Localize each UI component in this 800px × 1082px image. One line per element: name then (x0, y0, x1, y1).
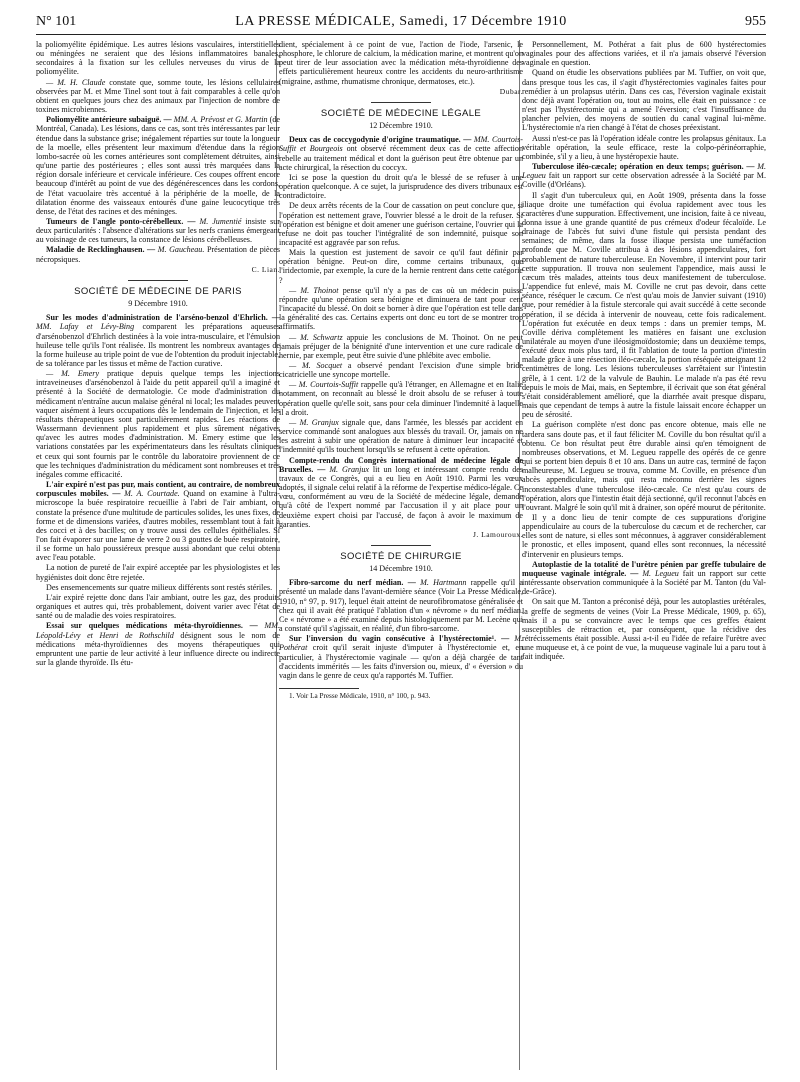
author: M. Jumentié (195, 216, 242, 226)
author: — M. Thoinot (289, 285, 339, 295)
author: M. Gaucheau. (155, 245, 205, 255)
paragraph: — M. Socquet a observé pendant l'excision d'une simple bride cicatricielle une syncope mortelle. (279, 361, 523, 380)
paragraph: Fibro-sarcome du nerf médian. — M. Hartmann rappelle qu'il a présenté un malade dans l'avant-dernière séance (Voir La Presse Médicale, 1910, n° 97, p. 917), lequel était atteint de neurofibromatose généralisée et chez qui il avait été pratiqué l'ablation d'un « névrome » du nerf médian. Ce « névrome » a été examiné depuis histologiquement par M. Lecène qui a constaté qu'il s'agissait, en réalité, d'un fibro-sarcome. (279, 578, 523, 634)
paragraph: Poliomyélite antérieure subaiguë. — MM. A. Prévost et G. Martin (de Montréal, Canada). Les lésions, dans ce cas, sont très intéressantes par leur étendue dans la substance grise; inégalement réparties sur toute la longueur de la moelle, elles présentent leur maximum d'étendue dans la région lombo-sacrée où les cornes antérieures sont complètement détruites, ainsi qu'une partie des postérieures ; elles sont aussi très marquées dans la région dorsale inférieure et cervicale inférieure. Ces coupes offrent encore beaucoup d'intérêt au point de vue des dégénérescences dans les cordons, de l'état vacuolaire très accentué à la périphérie de la moelle, de la dilatation énorme des vaisseaux entourés d'une gaine leucocytique très dense, de l'état des racines et des méninges. (36, 115, 280, 216)
section-heading: SOCIÉTÉ DE CHIRURGIE (340, 550, 462, 562)
author: MM. Lafay et Lévy-Bing (36, 322, 135, 332)
article-title: Essai sur quelques médications méta-thyroïdiennes. — (46, 621, 258, 631)
article-title: Sur l'inversion du vagin consécutive à l'hystérectomie¹. — (289, 634, 510, 644)
paragraph: Tuberculose iléo-cæcale; opération en deux temps; guérison. — M. Legueu fait un rapport sur cette observation adressée à la Société par M. Coville (d'Orléans). (522, 162, 766, 190)
paragraph: la poliomyélite épidémique. Les autres lésions vasculaires, interstitielles ou méningées ne seraient que des lésions inflammatoires banales, secondaires à la fixation sur les cellules nerveuses du virus de la poliomyélite. (36, 40, 280, 77)
separator (371, 545, 431, 546)
paragraph: Des ensemencements sur quatre milieux différents sont restés stériles. (46, 582, 273, 592)
article-title: Compte-rendu du Congrès international de médecine légale de Bruxelles. — (279, 455, 523, 474)
article-title: Sur les modes d'administration de l'arséno-benzol d'Ehrlich. — (46, 313, 280, 323)
author: M. A. Courtade. (120, 489, 180, 499)
page-number: 955 (745, 14, 766, 29)
paragraph: — M. Schwartz appuie les conclusions de M. Thoinot. On ne peut jamais préjuger de la bénignité d'une intervention et une cure radicale de hernie, par exemple, peut être suivie d'une phlébite avec embolie. (279, 332, 523, 360)
paragraph: L'air expiré n'est pas pur, mais contient, au contraire, de nombreux corpuscules mobiles. — M. A. Courtade. Quand on examine à l'ultra-microscope la buée respiratoire recueillie à l'abri de l'air ambiant, on constate la présence d'une multitude de particules solides, les unes fixes, de forme et de dimensions variées, d'autres mobiles, ressemblant tout à fait à des cocci et à des bacilles; on y trouve aussi des cellules épithéliales. Si l'on fait évaporer sur une lame de verre 2 ou 3 gouttes de buée respiratoire, il se forme un halo poussiéreux presque aussi abondant que celui obtenu avec l'eau potable. (36, 480, 280, 563)
author: — M. Socquet (289, 361, 343, 370)
author: M. Legueu (522, 162, 766, 181)
section-date: 14 Décembre 1910. (369, 564, 433, 574)
author: MM. Léopold-Lévy et Henri de Rothschild (36, 621, 280, 640)
article-title: Fibro-sarcome du nerf médian. — (289, 578, 416, 588)
paragraph: — M. Granjux signale que, dans l'armée, les blessés par accident en service commandé sont analogues aux blessés du travail. Or, jamais on ne les astreint à subir une opération de nature à diminuer leur incapacité et l'indemnité qu'ils touchent lorsqu'ils se refusent à cette opération. (279, 417, 523, 455)
author: M. Pothérat (279, 634, 523, 653)
paragraph: L'air expiré rejette donc dans l'air ambiant, outre les gaz, des produits organiques et autres qui, très probablement, doivent varier avec l'état de santé ou de maladie des voies respiratoires. (36, 592, 280, 621)
section-heading: SOCIÉTÉ DE MÉDECINE DE PARIS (74, 285, 242, 297)
paragraph: Il s'agit d'un tuberculeux qui, en Août 1909, présenta dans la fosse iliaque droite une tuméfaction qui évolua rapidement avec tous les caractères d'une suppuration. Effectivement, une incision, faite à ce niveau, donna issue à une grande quantité de pus crémeux d'odeur fécaloïde. Le drainage de l'abcès fut suivi d'une fistule qui persista pendant des semaines; de même, dans la fosse iliaque persista une tuméfaction profonde que M. Coville attribua à des lésions appendiculaires, fort probablement de nature tuberculeuse. En Novembre, il intervint pour tarir cette suppuration. Il trouva non seulement l'appendice, mais aussi le cæcum très malades, atteints tous deux manifestement de tuberculose. L'appendice fut enlevé, mais M. Coville ne crut pas devoir, dans cette séance, réséquer le cæcum. Ce n'est qu'au mois de Janvier suivant (1910) que, pour remédier à la fistule stercorale qui avait succédé à cette seconde opération, il se décida à intervenir de nouveau, cette fois radicalement. L'opération fut exécutée en deux temps : dans un premier temps, M. Coville dériva complètement les matières en faisant une exclusion unilatérale au moyen d'une iléosigmoïdostomie; dans un deuxième temps, exécuté deux mois plus tard, il fit l'ablation de toute la portion d'intestin malade grâce à une résection iléo-cæcale, la portion réséquée atteignant 12 centimètres de long. Les lésions tuberculeuses s'arrêtaient sur l'intestin grêle, à 1 cent. 1/2 de la valvule de Bauhin. Le malade n'a pas été revu depuis le mois de Mai, mais, en Septembre, il écrivait que son état général s'était considérablement amélioré, que la diarrhée avait presque disparu, mais que cependant de temps à autre la fistule laissait encore échapper un peu de sérosité. (522, 190, 766, 420)
paragraph: La notion de pureté de l'air expiré acceptée par les physiologistes et les hygiénistes doit donc être rejetée. (36, 563, 280, 582)
signature: C. Lian. (251, 264, 280, 274)
paragraph: Mais la question est justement de savoir ce qu'il faut définir par opération bénigne. Peut-on dire, comme certains tribunaux, que l'iridectomie, par exemple, la cure de la hernie rentrent dans cette catégorie ? (279, 248, 523, 285)
paragraph: Compte-rendu du Congrès international de médecine légale de Bruxelles. — M. Granjux lit un long et intéressant compte rendu des travaux de ce Congrès, qui a eu lieu en Août 1910. Parmi les vœux adoptés, il signale celui relatif à la réforme de l'expertise médico-légale. Ce vœu, conformément au vœu de la Société de médecine légale, demande qu'à côté de l'expert nommé par l'accusation il y ait place pour un deuxième expert choisi par l'accusé, de façon à avoir le maximum de garanties. (279, 455, 523, 529)
article-title: Tumeurs de l'angle ponto-cérébelleux. — (46, 216, 196, 226)
section-heading: SOCIÉTÉ DE MÉDECINE LÉGALE (320, 107, 482, 119)
section-date: 9 Décembre 1910. (128, 299, 188, 309)
footnote-rule (279, 688, 359, 689)
column-1 (36, 40, 280, 1070)
paragraph: Personnellement, M. Pothérat a fait plus de 600 hystérectomies vaginales pour des affections variées, et il n'a jamais observé l'éversion vaginale en question. (522, 40, 766, 68)
article-title: L'air expiré n'est pas pur, mais contient, au contraire, de nombreux corpuscules mobiles. — (36, 480, 280, 499)
paragraph: Quand on étudie les observations publiées par M. Tuffier, on voit que, dans presque tous les cas, il s'agit d'hystérectomies vaginales faites pour remédier à un prolapsus utérin. Dans ces cas, l'éversion vaginale existait donc déjà avant l'opération ou, tout au moins, elle était en puissance : ce n'est pas l'hystérectomie qui a amené l'éversion; c'est l'insuffisance du plancher pelvien, des moyens de soutien du canal vaginal lui-même. L'hystérectomie n'a rien changé à l'état de choses préexistant. (522, 68, 766, 133)
paragraph: Ici se pose la question du droit qu'a le blessé de se refuser à une opération quelconque. A ce sujet, la jurisprudence des divers tribunaux est contradictoire. (279, 172, 523, 201)
paragraph: Sur l'inversion du vagin consécutive à l'hystérectomie¹. — M. Pothérat croit qu'il serait injuste d'imputer à l'hystérectomie et, en particulier, à l'hystérectomie vaginale — qu'on a déjà chargée de tant d'accidents immérités — les faits d'inversion ou, mieux, d' « éversion » du vagin dans le genre de ceux qu'a rapportés M. Tuffier. (279, 634, 523, 680)
author: — M. Schwartz (289, 332, 343, 342)
paragraph: — M. Emery pratique depuis quelque temps les injections intraveineuses d'arsénobenzol à l'aide du petit appareil qu'il a imaginé et présenté à la Société de dermatologie. Ce mode d'administration du médicament n'entraîne aucun malaise général ni local; les malades peuvent vaquer aisément à leurs occupations dès le lendemain de l'injection, et les résultats thérapeutiques sont particulièrement rapides. Les réactions de Wassermann deviennent plus rapidement et plus sûrement négatives qu'avec les autres modes d'administration. M. Emery estime que les variations constatées par les expérimentateurs dans les résultats cliniques et ceux qui sont fournis par le contrôle du laboratoire proviennent de ce que les techniques d'administration du médicament sont nombreuses et très inégales comme efficacité. (36, 369, 280, 479)
paragraph: On sait que M. Tanton a préconisé déjà, pour les autoplasties urétérales, la greffe de segments de veines (Voir La Presse Médicale, 1909, p. 65), mais il a pu se convaincre avec le temps que ces greffes étaient susceptibles de rétraction et, par conséquent, que la récidive des rétrécissements était possible. Aussi a-t-il eu l'idée de refaire l'urètre avec une muqueuse et, à ce point de vue, la muqueuse vaginale lui a paru tout à fait indiquée. (522, 597, 766, 662)
author: — M. Granjux (289, 417, 339, 427)
author: M. Granjux (325, 464, 369, 474)
section-date: 12 Décembre 1910. (369, 121, 433, 131)
signature: Dubar. (499, 86, 523, 96)
article-title: Poliomyélite antérieure subaiguë. — (46, 115, 172, 125)
paragraph: Tumeurs de l'angle ponto-cérébelleux. — M. Jumentié insiste sur deux particularités : l'absence d'altérations sur les nerfs craniens émergeant au voisinage de ces tumeurs, la constance de lésions cérébelleuses. (36, 216, 280, 245)
header-rule (36, 34, 766, 35)
column-3 (522, 40, 766, 1070)
author: — M. Courtois-Suffit (289, 380, 359, 390)
separator (128, 280, 188, 281)
paragraph: dient, spécialement à ce point de vue, l'action de l'iode, l'arsenic, le phosphore, le chlorure de calcium, la médication marine, et montrent qu'on peut tirer de leur association avec la médication méta-thyroïdienne des effets particulièrement heureux contre les accidents du neuro-arthritisme (migraine, asthme, rhumatisme chronique, dermatoses, etc.). (279, 40, 523, 86)
paragraph: Autoplastie de la totalité de l'urètre pénien par greffe tubulaire de muqueuse vaginale intégrale. — M. Legueu fait un rapport sur cette intéressante observation communiquée à la Société par M. Tanton (du Val-de-Grâce). (522, 559, 766, 597)
paragraph: Il y a donc lieu de tenir compte de ces suppurations d'origine appendiculaire au cours de la tuberculose du cæcum et de rechercher, car elles sont de nature, si elles sont méconnues, à aggraver considérablement le pronostic, et elles imposent, quand elles sont reconnues, la nécessité d'intervenir en plusieurs temps. (522, 512, 766, 559)
paragraph: Aussi n'est-ce pas là l'opération idéale contre les prolapsus génitaux. La véritable opération, la seule efficace, reste la colpo-périnéorraphie, combinée, s'il y a lieu, à une hystéropexie haute. (522, 133, 766, 161)
paragraph: Deux cas de coccygodynie d'origine traumatique. — MM. Courtois-Suffit et Bourgeois ont observé récemment deux cas de cette affection rebelle au traitement médical et dont la guérison peut être obtenue par un acte chirurgical, la résection du coccyx. (279, 135, 523, 172)
author: — M. H. Claude (46, 77, 106, 87)
article-title: Autoplastie de la totalité de l'urètre pénien par greffe tubulaire de muqueuse vaginale intégrale. — (522, 559, 766, 578)
issue-number: N° 101 (36, 14, 77, 29)
author: MM. Courtois-Suffit et Bourgeois (279, 135, 523, 154)
article-title: Tuberculose iléo-cæcale; opération en deux temps; guérison. — (532, 162, 755, 172)
author: — M. Emery (46, 369, 100, 379)
signature: J. Lamouroux. (472, 529, 523, 539)
author: MM. A. Prévost et G. Martin (171, 115, 268, 125)
paragraph: Essai sur quelques médications méta-thyroïdiennes. — MM. Léopold-Lévy et Henri de Rothschild désignent sous le nom de médications méta-thyroïdiennes des moyens thérapeutiques qui empruntent une partie de leur activité à leur influence directe ou indirecte sur la glande thyroïde. Ils étu- (36, 621, 280, 667)
paragraph: — M. Thoinot pense qu'il n'y a pas de cas où un médecin puisse répondre qu'une opération sera bénigne et diminuera de tant pour cent l'incapacité du blessé. On doit se borner à dire que l'opération est telle dans la généralité des cas. Certains experts ont donc eu tort de se montrer trop affirmatifs. (279, 285, 523, 332)
separator (371, 102, 431, 103)
paragraph: Maladie de Recklinghausen. — M. Gaucheau. Présentation de pièces nécropsiques. (36, 245, 280, 264)
column-2 (279, 40, 523, 1070)
paragraph: Sur les modes d'administration de l'arséno-benzol d'Ehrlich. — MM. Lafay et Lévy-Bing comparent les préparations aqueuses d'arsénobenzol d'Ehrlich destinées à la voie intra-musculaire, et l'émulsion huileuse telle qu'ils l'ont réalisée. Ils montrent les nombreux avantages de la forme huileuse au triple point de vue de l'obtention du produit injectable, de sa tolérance par les tissus et même de l'action curative. (36, 313, 280, 368)
paragraph: De deux arrêts récents de la Cour de cassation on peut conclure que, si l'opération est nettement grave, l'ouvrier blessé a le droit de la refuser. Si l'opération est bénigne et doit amener une guérison certaine, l'ouvrier qui la refuse ne doit pas toucher l'intégralité de son indemnité, puisque son incapacité est aggravée par son refus. (279, 201, 523, 247)
paragraph: — M. H. Claude constate que, somme toute, les lésions cellulaires observées par M. et Mme Tinel sont tout à fait comparables à celle qu'on obtient en quelques jours chez des animaux par l'injection de nombre de toxines microbiennes. (36, 77, 280, 115)
paragraph: La guérison complète n'est donc pas encore obtenue, mais elle ne tardera sans doute pas, et il faut féliciter M. Coville du bon résultat qu'il a obtenu. Ce bon résultat peut être durable ainsi qu'en témoignent de nombreuses observations, et M. Legueu rappelle des opérés de ce genre qui se portent bien depuis 8 et 10 ans. Dans un autre cas, terminé de façon malheureuse, M. Legueu se trouva, comme M. Coville, en présence d'un abcès appendiculaire, mais qui resta méconnu derrière les signes inconstestables d'une tuberculose iléo-cæcale. Ce n'est qu'au cours de l'opération, alors que l'intestin était déjà sectionné, qu'il reconnut l'abcès en l'ouvrant. Malgré le soin qu'il mit à drainer, son opéré mourut de péritonite. (522, 420, 766, 512)
author: M. Hartmann (415, 578, 467, 588)
article-title: Deux cas de coccygodynie d'origine traumatique. — (289, 135, 472, 145)
paragraph: — M. Courtois-Suffit rappelle qu'à l'étranger, en Allemagne et en Italie notamment, on reconnaît au blessé le droit absolu de se refuser à toute opération quelle qu'elle soit, sans pour cela diminuer l'indemnité à laquelle il a droit. (279, 380, 523, 417)
article-title: Maladie de Recklinghausen. — (46, 245, 156, 255)
footnote: 1. Voir La Presse Médicale, 1910, n° 100, p. 943. (289, 692, 431, 700)
author: M. Legueu (638, 568, 679, 578)
page-header (36, 10, 766, 34)
newspaper-title: LA PRESSE MÉDICALE, Samedi, 17 Décembre 1910 (235, 14, 567, 29)
